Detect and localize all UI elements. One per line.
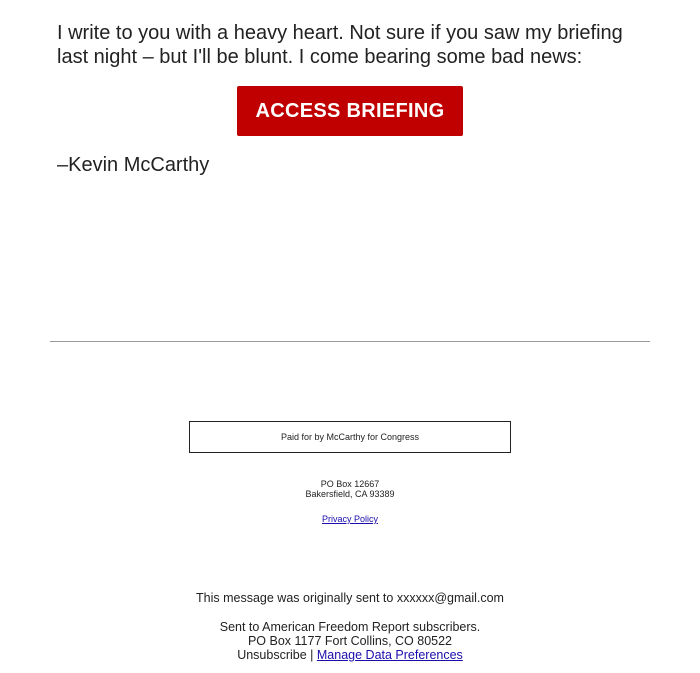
sent-to-subscribers: Sent to American Freedom Report subscribers. (219, 620, 481, 634)
email-intro-text: I write to you with a heavy heart. Not sure if you saw my briefing last night – but I'll be blunt. I come bearing some bad news: (57, 22, 623, 68)
email-signature: –Kevin McCarthy (57, 154, 210, 176)
access-briefing-button[interactable]: ACCESS BRIEFING (237, 86, 463, 136)
address-line-2: Bakersfield, CA 93389 (305, 489, 395, 499)
subscriber-info (0, 620, 700, 662)
unsubscribe-link[interactable]: Unsubscribe (237, 648, 307, 662)
campaign-address (0, 479, 700, 499)
privacy-container (0, 514, 700, 524)
sender-address: PO Box 1177 Fort Collins, CO 80522 (247, 634, 453, 648)
unsubscribe-row (0, 648, 700, 662)
footer-divider (50, 341, 650, 342)
link-separator: | (310, 648, 314, 662)
privacy-policy-link[interactable]: Privacy Policy (321, 514, 378, 524)
address-line-1: PO Box 12667 (320, 479, 380, 489)
cta-container (0, 86, 700, 136)
manage-data-preferences-link[interactable]: Manage Data Preferences (316, 648, 463, 662)
originally-sent-notice: This message was originally sent to xxxxxx@gmail.com (196, 591, 504, 605)
paid-for-disclaimer: Paid for by McCarthy for Congress (189, 421, 511, 453)
